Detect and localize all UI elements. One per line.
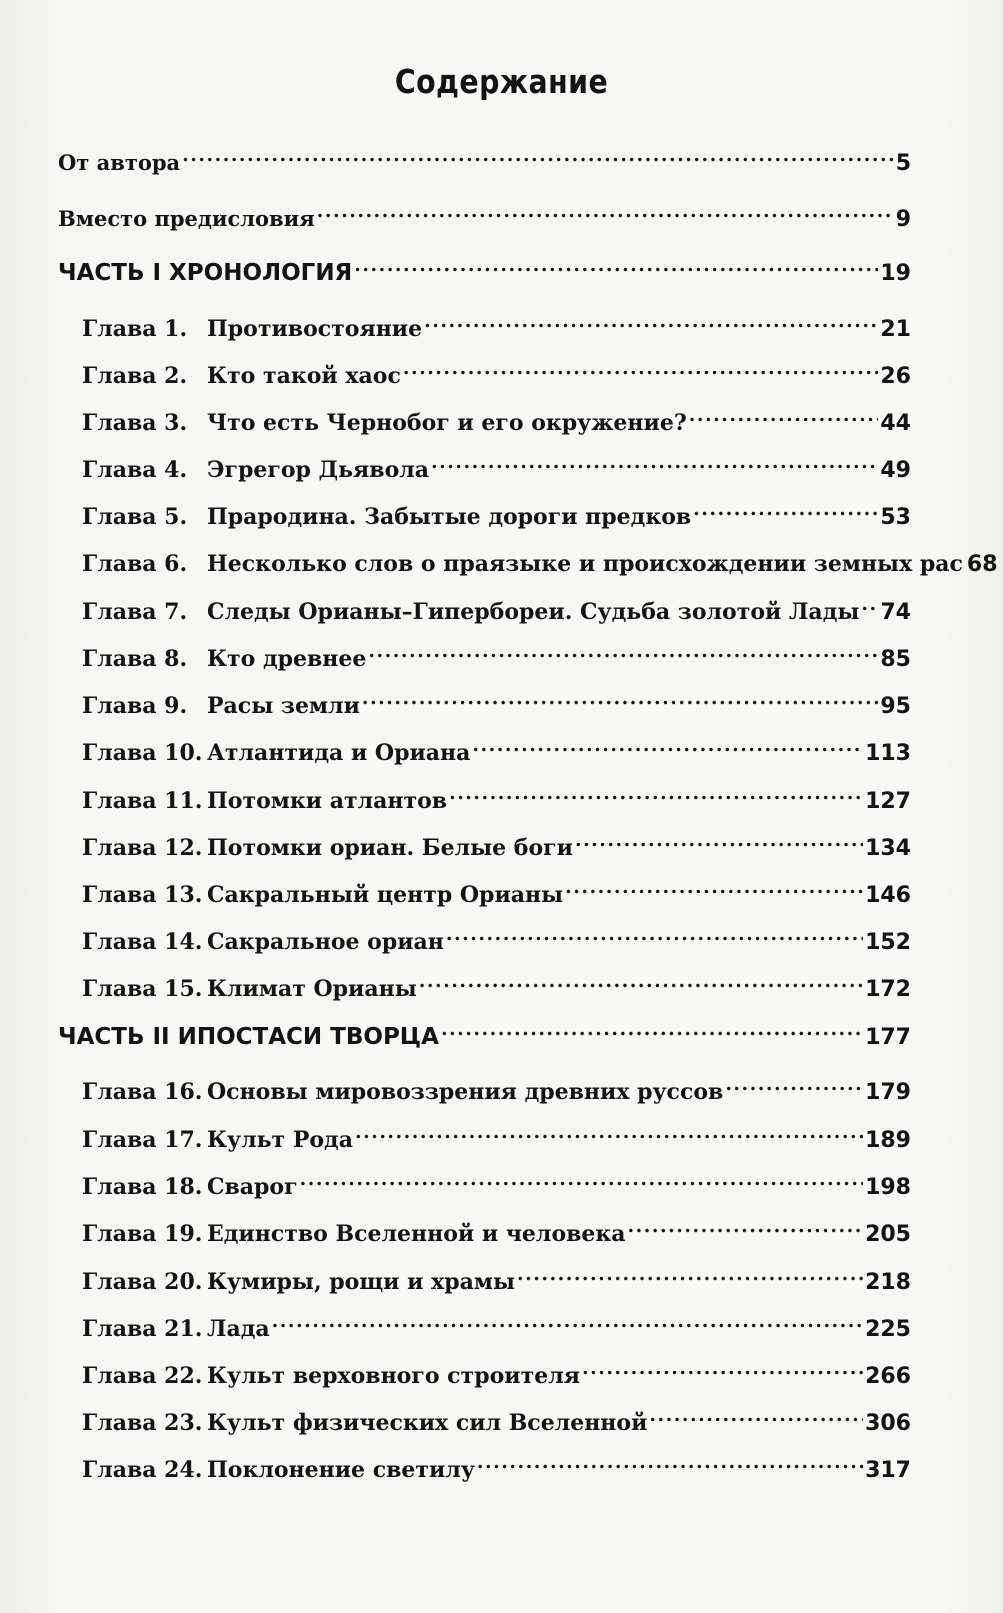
part-title: ЧАСТЬ II ИПОСТАСИ ТВОРЦА [58,1024,439,1050]
dot-leader [431,447,878,477]
page-number: 225 [865,1317,911,1342]
page-number: 74 [880,600,911,625]
dot-leader [419,966,863,996]
entry-title: Климат Орианы [207,976,417,1002]
dot-leader [317,196,894,226]
toc-entry [58,140,911,176]
toc-entry [82,1306,911,1342]
toc-entry [82,1447,911,1483]
entry-title: Несколько слов о праязыке и происхождении земных рас [207,551,963,577]
dot-leader [477,1447,863,1477]
page-number: 134 [865,836,911,861]
entry-title: Сакральный центр Орианы [207,882,564,908]
entry-title: Сварог [207,1174,298,1200]
entry-title: Эгрегор Дьявола [207,457,430,483]
toc-entry [58,196,911,232]
toc-entry [82,825,911,861]
page-number: 85 [880,647,911,672]
toc-entry [82,1353,911,1389]
toc-entry [82,1211,911,1247]
page-number: 198 [865,1175,911,1200]
chapter-number: Глава 24. [82,1457,203,1483]
toc-entry [82,919,911,955]
dot-leader [272,1306,863,1336]
page-number: 205 [865,1222,911,1247]
part-title: ЧАСТЬ I ХРОНОЛОГИЯ [58,260,353,286]
toc-entry [82,541,998,577]
entry-title: Потомки атлантов [207,788,448,814]
toc-entry [82,400,911,436]
chapter-number: Глава 8. [82,646,188,672]
entry-title: Кто такой хаос [207,363,401,389]
page-number: 152 [865,930,911,955]
chapter-number: Глава 5. [82,504,188,530]
entry-title: Лада [207,1316,270,1342]
dot-leader [355,1117,863,1147]
toc-entry [82,353,911,389]
page-number: 189 [865,1128,911,1153]
dot-leader [517,1259,863,1289]
page-number: 218 [865,1270,911,1295]
chapter-number: Глава 4. [82,457,188,483]
page-number: 113 [865,741,911,766]
toc-entry [82,1117,911,1153]
page-number: 44 [880,411,911,436]
entry-title: Единство Вселенной и человека [207,1221,626,1247]
toc-entry [82,1400,911,1436]
dot-leader [300,1164,863,1194]
dot-leader [441,1014,863,1044]
chapter-number: Глава 1. [82,316,188,342]
entry-title: Культ Рода [207,1127,353,1153]
dot-leader [368,636,878,666]
dot-leader [424,306,878,336]
dot-leader [693,494,878,524]
dot-leader [861,589,878,619]
chapter-number: Глава 7. [82,599,188,625]
chapter-number: Глава 14. [82,929,203,955]
toc-entry [58,1014,911,1050]
toc-entry [82,1069,911,1105]
dot-leader [449,778,863,808]
dot-leader [649,1400,863,1430]
toc-entry [82,494,911,530]
entry-title: Вместо предисловия [58,206,315,231]
page-number: 5 [895,151,911,176]
chapter-number: Глава 15. [82,976,203,1002]
entry-title: Атлантида и Ориана [207,740,471,766]
dot-leader [362,683,878,713]
dot-leader [725,1069,863,1099]
chapter-number: Глава 13. [82,882,203,908]
dot-leader [472,730,863,760]
dot-leader [628,1211,864,1241]
entry-title: Потомки ориан. Белые боги [207,835,573,861]
page-number: 68 [966,552,998,577]
entry-title: Кто древнее [207,646,367,672]
entry-title: Расы земли [207,693,360,719]
page-number: 21 [880,317,911,342]
dot-leader [582,1353,863,1383]
toc-entry [82,636,911,672]
page-number: 95 [880,694,911,719]
dot-leader [575,825,863,855]
page-number: 177 [865,1025,911,1050]
chapter-number: Глава 12. [82,835,203,861]
toc-entry [82,872,911,908]
page-title: Содержание [394,62,609,101]
toc-entry [82,730,911,766]
chapter-number: Глава 19. [82,1221,203,1247]
chapter-number: Глава 22. [82,1363,203,1389]
entry-title: Кумиры, рощи и храмы [207,1269,516,1295]
dot-leader [446,919,863,949]
entry-title: Следы Орианы–Гипербореи. Судьба золотой Лады [207,599,860,625]
page-number: 53 [880,505,911,530]
chapter-number: Глава 20. [82,1269,203,1295]
toc-entry [82,447,911,483]
page-number: 26 [880,364,911,389]
dot-leader [689,400,879,430]
dot-leader [403,353,879,383]
toc-entry [82,778,911,814]
page-number: 127 [865,789,911,814]
entry-title: Противостояние [207,316,423,342]
entry-title: Прародина. Забытые дороги предков [207,504,692,530]
chapter-number: Глава 11. [82,788,203,814]
entry-title: Основы мировоззрения древних руссов [207,1079,724,1105]
chapter-number: Глава 10. [82,740,203,766]
entry-title: Культ верховного строителя [207,1363,580,1389]
toc-entry [82,1164,911,1200]
chapter-number: Глава 21. [82,1316,203,1342]
toc-entry [82,306,911,342]
page-number: 266 [865,1364,911,1389]
toc-entry [82,589,911,625]
dot-leader [182,140,894,170]
entry-title: Сакральное ориан [207,929,444,955]
entry-title: Поклонение светилу [207,1457,475,1483]
chapter-number: Глава 9. [82,693,188,719]
chapter-number: Глава 3. [82,410,188,436]
entry-title: Культ физических сил Вселенной [207,1410,648,1436]
chapter-number: Глава 17. [82,1127,203,1153]
entry-title: Что есть Чернобог и его окружение? [207,410,687,436]
page-number: 19 [880,261,911,286]
chapter-number: Глава 6. [82,551,188,577]
chapter-number: Глава 16. [82,1079,203,1105]
toc-entry [82,683,911,719]
chapter-number: Глава 23. [82,1410,203,1436]
chapter-number: Глава 18. [82,1174,203,1200]
page-number: 9 [895,207,911,232]
page-number: 179 [865,1080,911,1105]
page-number: 146 [865,883,911,908]
toc-entry [82,966,911,1002]
chapter-number: Глава 2. [82,363,188,389]
page-number: 317 [865,1458,911,1483]
page-number: 172 [865,977,911,1002]
toc-entry [82,1259,911,1295]
entry-title: От автора [58,150,181,175]
page-number: 306 [865,1411,911,1436]
toc-entry [58,250,911,286]
dot-leader [565,872,863,902]
dot-leader [354,250,878,280]
page-number: 49 [880,458,911,483]
